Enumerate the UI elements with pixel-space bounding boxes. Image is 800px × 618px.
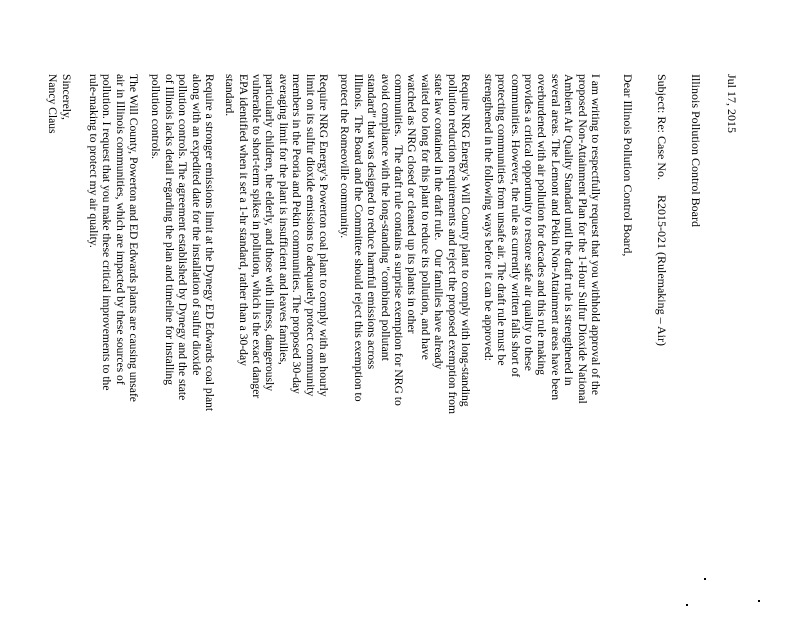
paragraph-line: waited too long for this plant to reduce its pollution, and have bbox=[418, 74, 432, 360]
paragraph-line: pollution controls. bbox=[149, 74, 163, 160]
paragraph-line: particularly children, the elderly, and those with illness, dangerously bbox=[263, 74, 277, 392]
paragraph-line: Illinois. The Board and the Committee should reject this exemption to bbox=[351, 74, 365, 402]
letter-subject: Subject: Re: Case No. R2015-021 (Rulemaking – Air) bbox=[655, 74, 669, 346]
paragraph-line: several areas. The Lemont and Pekin Non-Attainment areas have been bbox=[548, 74, 562, 401]
paragraph-conclusion bbox=[86, 74, 140, 544]
paragraph-line: protect the Romeoville community. bbox=[338, 74, 352, 239]
paragraph-line: pollution reduction requirements and reject the proposed exemption from bbox=[445, 74, 459, 414]
scan-mark bbox=[758, 600, 760, 602]
paragraph-line: air in Illinois communities, which are impacted by these sources of bbox=[113, 74, 127, 385]
paragraph-will-county bbox=[338, 74, 472, 544]
paragraph-line: Require a stronger emissions limit at the Dynegy ED Edwards coal plant bbox=[203, 74, 216, 412]
paragraph-line: rule-making to protect my air quality. bbox=[86, 74, 100, 248]
paragraph-line: vulnerable to short-term spikes in pollution, which is the exact danger bbox=[249, 74, 263, 399]
paragraph-line: I am writing to respectfully request that you withhold approval of the bbox=[589, 74, 602, 396]
paragraph-line: The Will County, Powerton and ED Edwards plants are causing unsafe bbox=[127, 74, 140, 402]
paragraph-line: avoid compliance with the long-standing "combined pollutant bbox=[378, 74, 392, 361]
paragraph-intro bbox=[481, 74, 602, 544]
letter-salutation: Dear Illinois Pollution Control Board, bbox=[621, 74, 635, 257]
paragraph-powerton bbox=[223, 74, 330, 544]
paragraph-line: strengthened in the following ways before it can be approved: bbox=[481, 74, 495, 361]
paragraph-line: watched as NRG closed or cleaned up its plants in other bbox=[405, 74, 419, 334]
paragraph-line: state law contained in the draft rule. Our families have already bbox=[432, 74, 446, 370]
paragraph-line: standard. bbox=[223, 74, 237, 117]
scan-mark bbox=[704, 578, 706, 580]
paragraph-line: Require NRG Energy's Powerton coal plant to comply with an hourly bbox=[317, 74, 330, 397]
paragraph-line: of Illinois lacks detail regarding the plan and timeline for installing bbox=[162, 74, 176, 386]
scan-mark bbox=[686, 604, 688, 606]
letter-closing: Sincerely, bbox=[60, 74, 73, 120]
paragraph-line: Ambient Air Quality Standard until the draft rule is strengthened in bbox=[562, 74, 576, 386]
paragraph-line: Require NRG Energy's Will County plant to comply with long-standing bbox=[459, 74, 472, 407]
paragraph-ed-edwards bbox=[149, 74, 216, 544]
paragraph-line: along with an expedited date for the installation of sulfur dioxide bbox=[189, 74, 203, 376]
letter-signature: Nancy Claus bbox=[46, 74, 59, 134]
paragraph-line: protecting communities from unsafe air. The draft rule must be bbox=[495, 74, 509, 366]
paragraph-line: pollution. I request that you make these critical improvements to the bbox=[100, 74, 114, 391]
paragraph-line: overburdened with air pollution for decades and this rule making bbox=[535, 74, 549, 376]
paragraph-line: members in the Peoria and Pekin communities. The proposed 30-day bbox=[290, 74, 304, 394]
letter-recipient: Illinois Pollution Control Board bbox=[689, 74, 703, 228]
paragraph-line: standard" that was designed to reduce harmful emissions across bbox=[365, 74, 379, 370]
paragraph-line: limit on its sulfur dioxide emissions to adequately protect community bbox=[303, 74, 317, 397]
paragraph-line: proposed Non-Attainment Plan for the 1-Hour Sulfur Dioxide National bbox=[575, 74, 589, 404]
letter-date: Jul 17, 2015 bbox=[725, 74, 739, 134]
paragraph-line: pollution controls. The agreement established by Dynegy and the state bbox=[176, 74, 190, 401]
paragraph-line: EPA identified when it set a 1-hr standard, rather than a 30-day bbox=[236, 74, 250, 366]
paragraph-line: provides a critical opportunity to restore safe air quality to these bbox=[521, 74, 535, 371]
paragraph-line: averaging limit for the plant is insufficient and leaves families, bbox=[276, 74, 290, 365]
paragraph-line: communities. The draft rule contains a surprise exemption for NRG to bbox=[391, 74, 405, 406]
paragraph-line: communities. However, the rule as currently written falls short of bbox=[508, 74, 522, 378]
